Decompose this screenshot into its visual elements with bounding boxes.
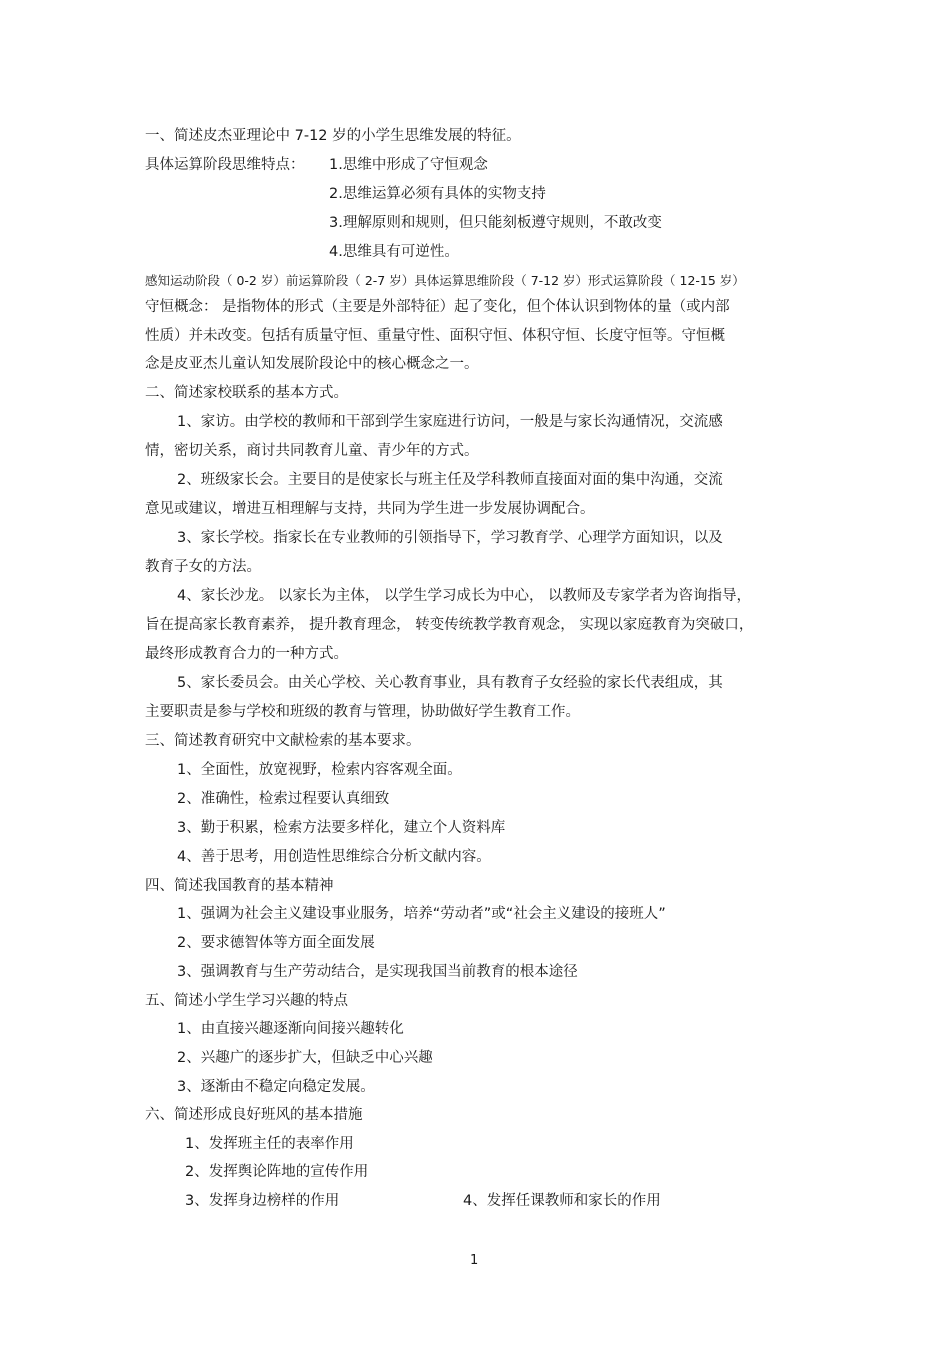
paragraph-line: 主要职责是参与学校和班级的教育与管理，协助做好学生教育工作。	[145, 704, 580, 720]
paragraph-line: 情，密切关系，商讨共同教育儿童、青少年的方式。	[145, 443, 479, 459]
list-item: 3、逐渐由不稳定向稳定发展。	[177, 1079, 375, 1095]
list-item: 2、要求德智体等方面全面发展	[177, 935, 375, 951]
list-item: 3.理解原则和规则，但只能刻板遵守规则，不敢改变	[329, 215, 662, 231]
list-item: 4、善于思考，用创造性思维综合分析文献内容。	[177, 849, 491, 865]
list-item: 1、发挥班主任的表率作用	[185, 1136, 354, 1152]
list-item: 2.思维运算必须有具体的实物支持	[329, 186, 546, 202]
list-item: 1.思维中形成了守恒观念	[329, 157, 488, 173]
list-item: 2、发挥舆论阵地的宣传作用	[185, 1164, 369, 1180]
list-item: 2、兴趣广的逐步扩大，但缺乏中心兴趣	[177, 1050, 433, 1066]
paragraph-line: 2、班级家长会。主要目的是使家长与班主任及学科教师直接面对面的集中沟通，交流	[177, 472, 723, 488]
paragraph-line: 守恒概念： 是指物体的形式（主要是外部特征）起了变化，但个体认识到物体的量（或内部	[145, 299, 730, 315]
paragraph-line: 性质）并未改变。包括有质量守恒、重量守性、面积守恒、体积守恒、长度守恒等。守恒概	[145, 328, 725, 344]
paragraph-line: 教育子女的方法。	[145, 559, 261, 575]
stages-line: 感知运动阶段（ 0-2 岁）前运算阶段（ 2-7 岁）具体运算思维阶段（ 7-12 岁）形式运算阶段（ 12-15 岁）	[145, 273, 745, 288]
page-number: 1	[470, 1253, 479, 1268]
paragraph-line: 旨在提高家长教育素养， 提升教育理念， 转变传统教学教育观念， 实现以家庭教育为突破口，	[145, 617, 754, 633]
paragraph-line: 1、家访。由学校的教师和干部到学生家庭进行访问，一般是与家长沟通情况，交流感	[177, 414, 723, 430]
section-heading: 二、简述家校联系的基本方式。	[145, 385, 348, 401]
list-item: 1、由直接兴趣逐渐向间接兴趣转化	[177, 1021, 404, 1037]
list-item: 2、准确性，检索过程要认真细致	[177, 791, 390, 807]
list-item: 3、勤于积累，检索方法要多样化，建立个人资料库	[177, 820, 506, 836]
list-item: 1、全面性，放宽视野，检索内容客观全面。	[177, 762, 462, 778]
list-item: 3、发挥身边榜样的作用	[185, 1193, 340, 1209]
list-item: 4.思维具有可逆性。	[329, 244, 459, 260]
section-heading: 三、简述教育研究中文献检索的基本要求。	[145, 733, 421, 749]
section-heading: 六、简述形成良好班风的基本措施	[145, 1107, 363, 1123]
list-item: 1、强调为社会主义建设事业服务，培养“劳动者”或“社会主义建设的接班人”	[177, 906, 666, 922]
paragraph-line: 意见或建议，增进互相理解与支持，共同为学生进一步发展协调配合。	[145, 501, 595, 517]
paragraph-line: 最终形成教育合力的一种方式。	[145, 646, 348, 662]
paragraph-line: 4、家长沙龙。 以家长为主体， 以学生学习成长为中心， 以教师及专家学者为咨询指导，	[177, 588, 752, 604]
section-heading: 一、简述皮杰亚理论中 7-12 岁的小学生思维发展的特征。	[145, 128, 521, 144]
section-label: 具体运算阶段思维特点：	[145, 157, 305, 173]
section-heading: 四、简述我国教育的基本精神	[145, 878, 334, 894]
paragraph-line: 5、家长委员会。由关心学校、关心教育事业，具有教育子女经验的家长代表组成，其	[177, 675, 723, 691]
list-item: 3、强调教育与生产劳动结合，是实现我国当前教育的根本途径	[177, 964, 578, 980]
section-heading: 五、简述小学生学习兴趣的特点	[145, 993, 348, 1009]
paragraph-line: 念是皮亚杰儿童认知发展阶段论中的核心概念之一。	[145, 356, 479, 372]
list-item: 4、发挥任课教师和家长的作用	[463, 1193, 661, 1209]
paragraph-line: 3、家长学校。指家长在专业教师的引领指导下，学习教育学、心理学方面知识，以及	[177, 530, 723, 546]
